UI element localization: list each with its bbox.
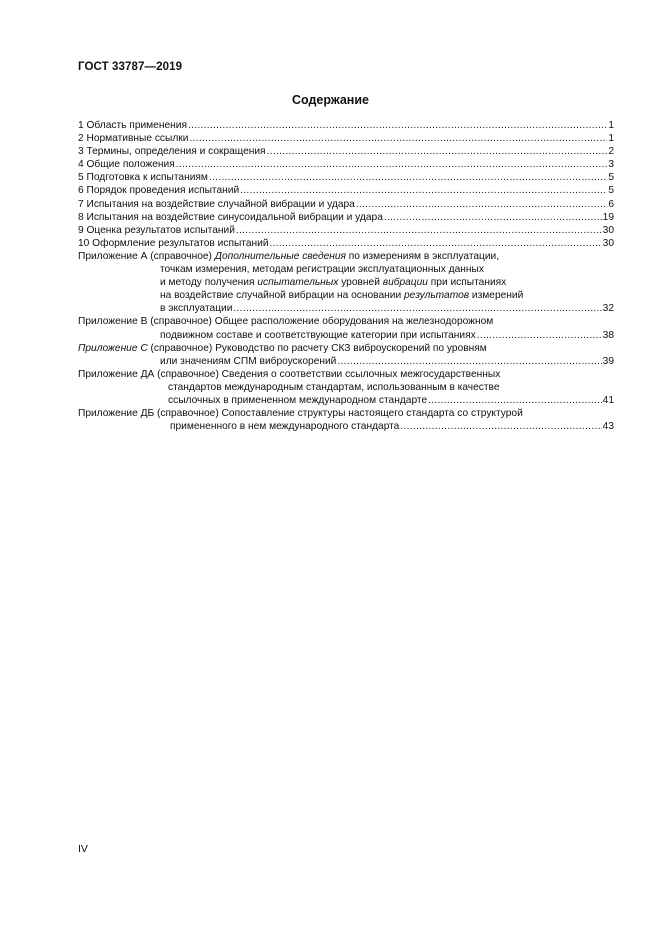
toc-entry[interactable] [78, 132, 614, 145]
page-number: IV [78, 843, 88, 855]
toc-entry-page: 1 [608, 120, 614, 131]
toc-entry[interactable] [78, 158, 614, 171]
toc-entry[interactable] [78, 237, 614, 250]
toc-entry-title: 4 Общие положения [78, 159, 175, 171]
toc-entry[interactable] [78, 211, 614, 224]
toc-entry-title: 3 Термины, определения и сокращения [78, 146, 266, 158]
toc-entry[interactable] [78, 145, 614, 158]
toc-entry-page: 43 [602, 421, 614, 433]
toc-appendix-a[interactable]: Приложение А (справочное) Дополнительные сведения по измерениям в эксплуатации, точкам измерения, методам регистрации эксплуатационных данных и методу получения испытательных уровней вибрации при испытаниях на воздействие случайной вибрации на основании результатов измерений в эксплуатации ..... 32 [78, 250, 614, 315]
toc-entry-title: 5 Подготовка к испытаниям [78, 172, 208, 184]
toc-entry[interactable] [78, 198, 614, 211]
toc-entry-title: 2 Нормативные ссылки [78, 133, 189, 145]
toc-entry-page: 39 [602, 355, 614, 367]
toc-entry-page: 19 [602, 211, 614, 223]
toc-appendix-b[interactable]: Приложение В (справочное) Общее расположение оборудования на железнодорожном подвижном составе и соответствующие категории при испытаниях ..... 38 [78, 315, 614, 341]
toc-entry-page: 6 [608, 198, 614, 210]
toc-entry-title: 6 Порядок проведения испытаний [78, 185, 240, 197]
toc-entry-title: 9 Оценка результатов испытаний [78, 224, 235, 236]
toc-appendix-c[interactable]: Приложение С (справочное) Руководство по расчету СКЗ виброускорений по уровням или значениям СПМ виброускорений ..... 39 [78, 342, 614, 368]
toc-entry-page: 1 [608, 133, 614, 145]
toc-appendix-db[interactable]: Приложение ДБ (справочное) Сопоставление структуры настоящего стандарта со структурой примененного в нем международного стандарта ..... 43 [78, 407, 614, 433]
toc-entry-title: 8 Испытания на воздействие синусоидальной вибрации и удара [78, 211, 383, 223]
toc-entry-page: 32 [602, 303, 614, 315]
table-of-contents [78, 119, 614, 433]
toc-entry-page: 2 [608, 146, 614, 158]
toc-entry-page: 5 [608, 172, 614, 184]
toc-entry-page: 5 [608, 185, 614, 197]
toc-entry-page: 30 [602, 237, 614, 249]
toc-entry-page: 41 [602, 394, 614, 406]
toc-appendix-da[interactable]: Приложение ДА (справочное) Сведения о соответствии ссылочных межгосударственных стандартов международным стандартам, использованным в качестве ссылочных в примененном международном стандарте ..... 41 [78, 368, 614, 407]
toc-entry-title: 10 Оформление результатов испытаний [78, 237, 269, 249]
toc-entry[interactable] [78, 224, 614, 237]
toc-entry-title: 7 Испытания на воздействие случайной вибрации и удара [78, 198, 355, 210]
toc-entry-title: 1 Область применения [78, 120, 187, 131]
toc-entry[interactable] [78, 171, 614, 184]
standard-header: ГОСТ 33787—2019 [78, 61, 183, 73]
toc-entry-page: 30 [602, 224, 614, 236]
toc-entry[interactable] [78, 184, 614, 197]
toc-entry-page: 3 [608, 159, 614, 171]
page-title: Содержание [291, 93, 369, 107]
toc-entry[interactable] [78, 119, 614, 132]
toc-entry-page: 38 [602, 329, 614, 341]
